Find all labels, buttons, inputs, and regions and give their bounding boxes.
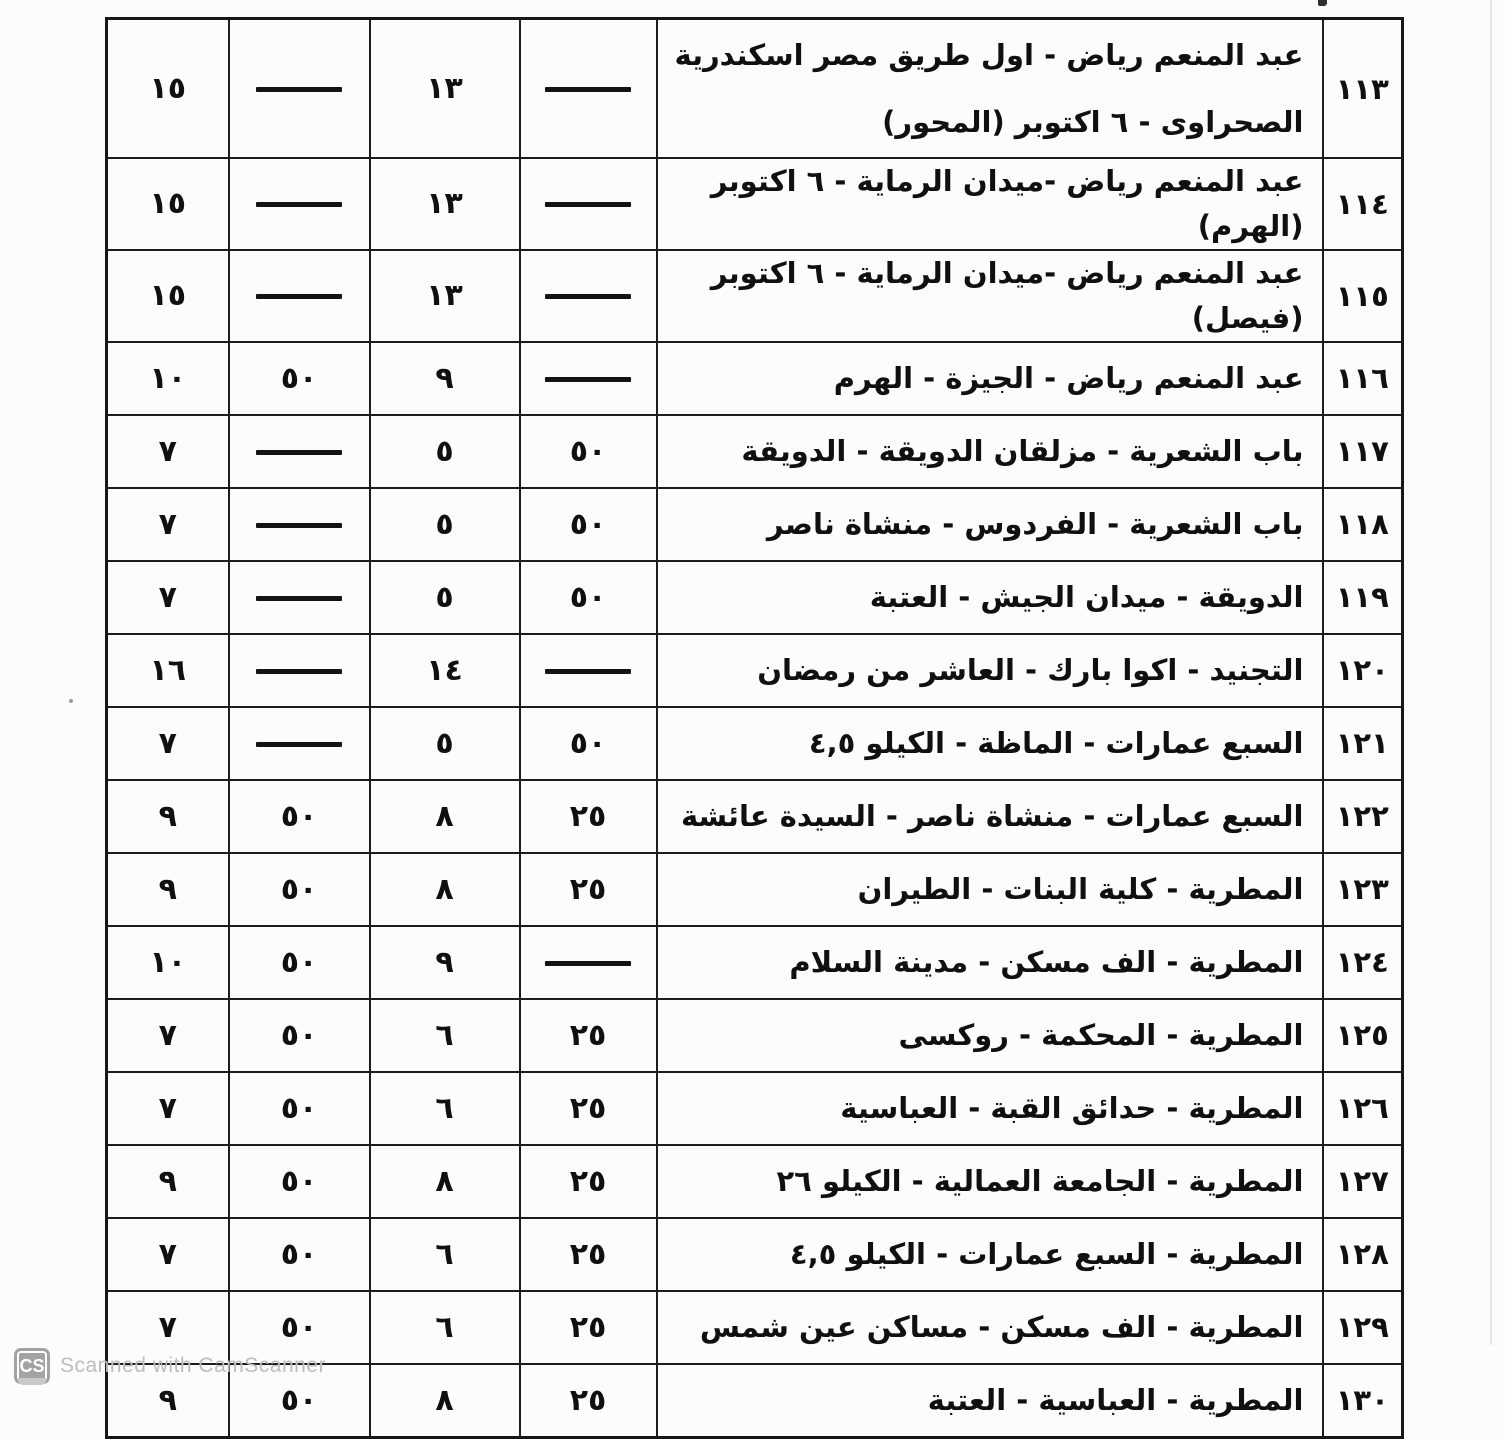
- fare-cell: [520, 19, 657, 159]
- fare-cell: ٢٥: [520, 1145, 657, 1218]
- fare-cell: ٥٠: [229, 1218, 370, 1291]
- fare-cell: [229, 158, 370, 250]
- dash-mark: [545, 87, 631, 92]
- table-row: [107, 415, 1403, 488]
- fare-cell: ٩: [107, 780, 229, 853]
- fare-cell: ٩: [107, 1364, 229, 1438]
- camscanner-icon: [14, 1348, 50, 1384]
- dash-mark: [256, 202, 342, 207]
- route-number-cell: ١١٧: [1323, 415, 1403, 488]
- fare-cell: ٧: [107, 1072, 229, 1145]
- fare-cell: ٩: [107, 1145, 229, 1218]
- fare-cell: ١٥: [107, 19, 229, 159]
- dash-mark: [545, 202, 631, 207]
- route-name-cell: المطرية - الف مسكن - مدينة السلام: [657, 926, 1323, 999]
- fare-cell: ٧: [107, 1218, 229, 1291]
- fare-cell: [520, 926, 657, 999]
- route-name-cell: باب الشعرية - مزلقان الدويقة - الدويقة: [657, 415, 1323, 488]
- fare-cell: ٥٠: [229, 780, 370, 853]
- route-name-cell: السبع عمارات - الماظة - الكيلو ٤,٥: [657, 707, 1323, 780]
- fare-cell: ٧: [107, 415, 229, 488]
- fare-cell: ١٠: [107, 926, 229, 999]
- dash-mark: [545, 669, 631, 674]
- fare-cell: ٥: [370, 488, 520, 561]
- dash-mark: [545, 294, 631, 299]
- fare-cell: ١٠: [107, 342, 229, 415]
- fare-cell: [520, 158, 657, 250]
- fare-cell: ٧: [107, 1291, 229, 1364]
- fare-cell: [229, 634, 370, 707]
- route-name-cell: عبد المنعم رياض -ميدان الرماية - ٦ اكتوبر (الهرم): [657, 158, 1323, 250]
- fare-cell: ٢٥: [520, 1291, 657, 1364]
- route-number-cell: ١٢٨: [1323, 1218, 1403, 1291]
- watermark-text: Scanned with CamScanner: [60, 1354, 326, 1377]
- dash-mark: [256, 742, 342, 747]
- fare-cell: ٦: [370, 999, 520, 1072]
- table-row: [107, 158, 1403, 250]
- fare-cell: ٦: [370, 1072, 520, 1145]
- fare-cell: ٢٥: [520, 853, 657, 926]
- fare-cell: [229, 707, 370, 780]
- fare-cell: ٥٠: [520, 488, 657, 561]
- route-number-cell: ١٢٥: [1323, 999, 1403, 1072]
- fare-cell: ٨: [370, 1364, 520, 1438]
- route-name-cell: باب الشعرية - الفردوس - منشاة ناصر: [657, 488, 1323, 561]
- fare-cell: ٢٥: [520, 1364, 657, 1438]
- fare-cell: ٢٥: [520, 1218, 657, 1291]
- fare-cell: ٥٠: [520, 415, 657, 488]
- fare-cell: ٧: [107, 707, 229, 780]
- fare-cell: ٥٠: [229, 853, 370, 926]
- fare-cell: ٥٠: [520, 707, 657, 780]
- fare-cell: [229, 488, 370, 561]
- camscanner-watermark: [14, 1348, 326, 1384]
- route-number-cell: ١١٤: [1323, 158, 1403, 250]
- table-row: [107, 853, 1403, 926]
- fare-cell: ١٥: [107, 158, 229, 250]
- fare-cell: ٧: [107, 488, 229, 561]
- route-number-cell: ١١٩: [1323, 561, 1403, 634]
- fare-cell: [229, 19, 370, 159]
- fare-cell: ١٤: [370, 634, 520, 707]
- table-row: [107, 1145, 1403, 1218]
- table-row: [107, 488, 1403, 561]
- fare-cell: ٥٠: [229, 1364, 370, 1438]
- fare-cell: ٩: [107, 853, 229, 926]
- table-row: [107, 926, 1403, 999]
- fare-cell: [229, 561, 370, 634]
- fare-cell: ٥: [370, 561, 520, 634]
- fare-cell: ٢٥: [520, 780, 657, 853]
- fare-cell: ٥٠: [520, 561, 657, 634]
- fare-cell: ٥٠: [229, 1072, 370, 1145]
- fare-cell: ٨: [370, 780, 520, 853]
- table-row: [107, 342, 1403, 415]
- fare-cell: ٥٠: [229, 1291, 370, 1364]
- dash-mark: [256, 450, 342, 455]
- fare-cell: ٦: [370, 1291, 520, 1364]
- route-number-cell: ١١٨: [1323, 488, 1403, 561]
- route-name-cell: عبد المنعم رياض -ميدان الرماية - ٦ اكتوبر (فيصل): [657, 250, 1323, 342]
- fare-cell: [229, 415, 370, 488]
- route-name-cell: السبع عمارات - منشاة ناصر - السيدة عائشة: [657, 780, 1323, 853]
- route-number-cell: ١٢٩: [1323, 1291, 1403, 1364]
- route-name-cell: المطرية - الف مسكن - مساكن عين شمس: [657, 1291, 1323, 1364]
- table-row: [107, 780, 1403, 853]
- table-row: [107, 19, 1403, 159]
- route-number-cell: ١١٣: [1323, 19, 1403, 159]
- fare-cell: ٧: [107, 561, 229, 634]
- table-row: [107, 1218, 1403, 1291]
- dash-mark: [256, 87, 342, 92]
- stray-ink-dot: [69, 699, 73, 703]
- fare-cell: [520, 250, 657, 342]
- fare-cell: ٥٠: [229, 1145, 370, 1218]
- bus-fares-table: [105, 17, 1404, 1439]
- route-number-cell: ١٢١: [1323, 707, 1403, 780]
- dash-mark: [545, 961, 631, 966]
- fare-cell: [229, 250, 370, 342]
- fare-cell: ١٦: [107, 634, 229, 707]
- dash-mark: [545, 377, 631, 382]
- dash-mark: [256, 596, 342, 601]
- route-name-cell: المطرية - حدائق القبة - العباسية: [657, 1072, 1323, 1145]
- route-name-cell: التجنيد - اكوا بارك - العاشر من رمضان: [657, 634, 1323, 707]
- table-row: [107, 561, 1403, 634]
- dash-mark: [256, 294, 342, 299]
- route-name-cell: المطرية - العباسية - العتبة: [657, 1364, 1323, 1438]
- dash-mark: [256, 669, 342, 674]
- route-number-cell: ١٢٧: [1323, 1145, 1403, 1218]
- route-number-cell: ١٣٠: [1323, 1364, 1403, 1438]
- fare-cell: [520, 634, 657, 707]
- fare-cell: ٢٥: [520, 999, 657, 1072]
- scan-page-edge: [1490, 0, 1492, 1345]
- camscanner-icon-label: CS: [19, 1355, 45, 1376]
- route-number-cell: ١١٥: [1323, 250, 1403, 342]
- fare-cell: ٨: [370, 853, 520, 926]
- table-row: [107, 999, 1403, 1072]
- dash-mark: [256, 523, 342, 528]
- route-number-cell: ١٢٣: [1323, 853, 1403, 926]
- fare-cell: ٥: [370, 415, 520, 488]
- table-row: [107, 634, 1403, 707]
- fare-cell: ١٣: [370, 250, 520, 342]
- route-name-cell: المطرية - المحكمة - روكسى: [657, 999, 1323, 1072]
- route-number-cell: ١٢٤: [1323, 926, 1403, 999]
- table-row: [107, 250, 1403, 342]
- route-name-cell: الدويقة - ميدان الجيش - العتبة: [657, 561, 1323, 634]
- table-row: [107, 707, 1403, 780]
- fare-cell: ٥٠: [229, 926, 370, 999]
- route-name-cell: المطرية - الجامعة العمالية - الكيلو ٢٦: [657, 1145, 1323, 1218]
- fare-cell: ٥٠: [229, 342, 370, 415]
- fare-cell: ٥: [370, 707, 520, 780]
- table-row: [107, 1072, 1403, 1145]
- fare-cell: ٩: [370, 342, 520, 415]
- fare-cell: [520, 342, 657, 415]
- fare-cell: ١٣: [370, 158, 520, 250]
- route-number-cell: ١٢٢: [1323, 780, 1403, 853]
- route-name-cell: المطرية - كلية البنات - الطيران: [657, 853, 1323, 926]
- route-number-cell: ١١٦: [1323, 342, 1403, 415]
- fare-cell: ٧: [107, 999, 229, 1072]
- route-number-cell: ١٢٠: [1323, 634, 1403, 707]
- route-number-cell: ١٢٦: [1323, 1072, 1403, 1145]
- fares-table-body: [107, 19, 1403, 1438]
- fare-cell: ١٥: [107, 250, 229, 342]
- route-name-cell: المطرية - السبع عمارات - الكيلو ٤,٥: [657, 1218, 1323, 1291]
- cutoff-text-mark: [1318, 0, 1327, 6]
- fare-cell: ٩: [370, 926, 520, 999]
- route-name-cell: عبد المنعم رياض - الجيزة - الهرم: [657, 342, 1323, 415]
- fare-cell: ٢٥: [520, 1072, 657, 1145]
- fare-cell: ١٣: [370, 19, 520, 159]
- fare-cell: ٥٠: [229, 999, 370, 1072]
- fare-cell: ٦: [370, 1218, 520, 1291]
- fare-cell: ٨: [370, 1145, 520, 1218]
- route-name-cell: عبد المنعم رياض - اول طريق مصر اسكندرية الصحراوى - ٦ اكتوبر (المحور): [657, 19, 1323, 159]
